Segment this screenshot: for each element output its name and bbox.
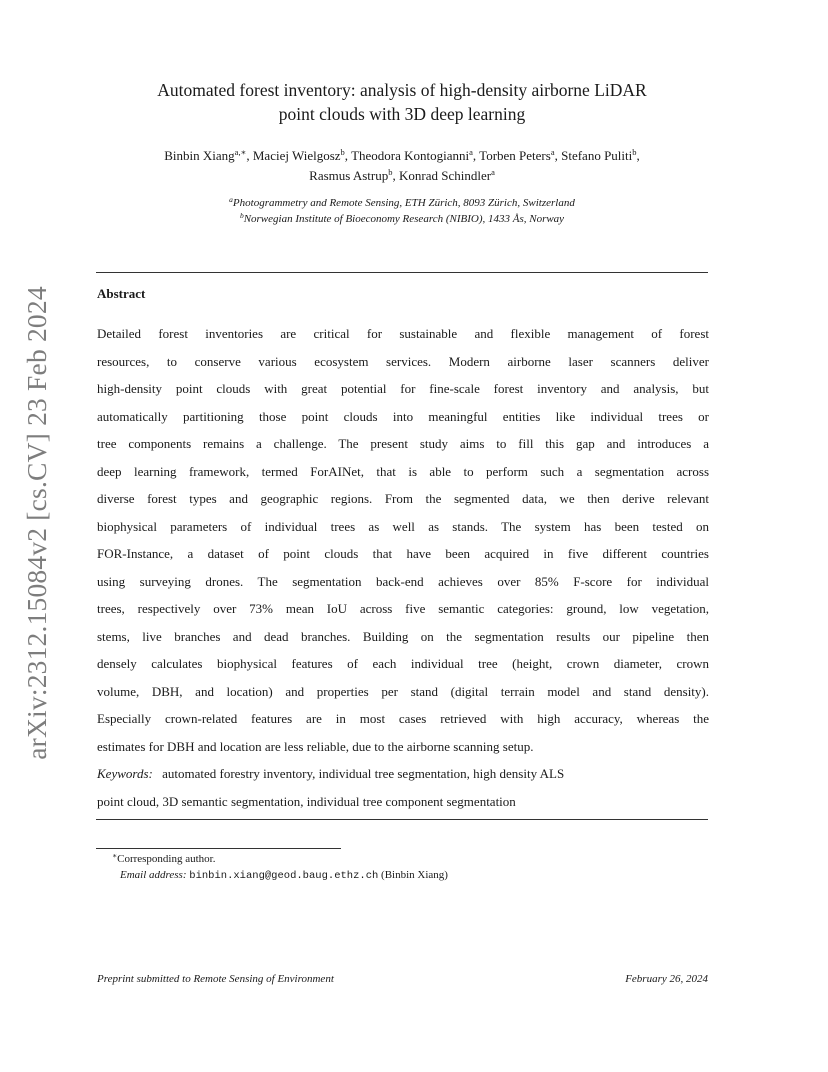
author-name: Theodora Kontogianni xyxy=(351,148,470,163)
author-name: Maciej Wielgosz xyxy=(252,148,341,163)
author-affil-mark: b xyxy=(340,147,345,157)
abstract-bottom-rule xyxy=(96,819,708,820)
abstract-line: diverse forest types and geographic regions. From the segmented data, we then derive relevant xyxy=(97,491,709,506)
footnote-mark: ∗ xyxy=(112,851,118,860)
keywords-line-1 xyxy=(97,760,709,788)
author-name: Konrad Schindler xyxy=(399,168,492,183)
abstract-line: resources, to conserve various ecosystem services. Modern airborne laser scanners deliver xyxy=(97,353,709,369)
author-list xyxy=(96,146,708,186)
author-affil-mark: b xyxy=(632,147,637,157)
abstract-line: high-density point clouds with great potential for fine-scale forest inventory and analysis, but xyxy=(97,381,709,396)
title-line-1: Automated forest inventory: analysis of high-density airborne LiDAR xyxy=(157,80,647,100)
author-name: Stefano Puliti xyxy=(561,148,633,163)
affiliations xyxy=(96,195,708,227)
abstract-line: Detailed forest inventories are critical for sustainable and flexible management of forest xyxy=(97,326,709,341)
author-affil-mark: b xyxy=(388,167,393,177)
keywords-label: Keywords: xyxy=(97,766,153,781)
arxiv-identifier-stamp xyxy=(20,287,54,759)
paper-title xyxy=(96,78,708,126)
footnote-corresponding xyxy=(112,851,448,867)
author-line-2: Rasmus Astrup$^b$, Konrad Schindler$^a$ xyxy=(309,167,495,183)
author-name: Rasmus Astrup xyxy=(309,168,389,183)
abstract-line: using surveying drones. The segmentation back-end achieves over 85% F-score for individual xyxy=(97,573,709,589)
abstract-body xyxy=(97,320,709,815)
abstract-line: trees, respectively over 73% mean IoU across five semantic categories: ground, low vegetation, xyxy=(97,601,709,616)
keywords-text: automated forestry inventory, individual tree segmentation, high density ALS xyxy=(162,766,565,781)
corresponding-author-text: Corresponding author. xyxy=(117,853,216,865)
abstract-line: biophysical parameters of individual trees as well as stands. The system has been tested on xyxy=(97,518,709,534)
footnote xyxy=(112,851,448,884)
footnote-rule xyxy=(96,848,341,849)
author-line-1: Binbin Xiang$^{a,∗}$, Maciej Wielgosz$^b$, Theodora Kontogianni$^a$, Torben Peters$^a$, Stefano Puliti$^b$, xyxy=(164,147,640,163)
email-owner: (Binbin Xiang) xyxy=(381,869,448,881)
arxiv-identifier: arXiv:2312.15084v2 [cs.CV] 23 Feb 2024 xyxy=(21,286,52,760)
author-affil-mark: a,∗ xyxy=(234,147,247,157)
abstract-line: densely calculates biophysical features of each individual tree (height, crown diameter, crown xyxy=(97,656,709,671)
title-line-2: point clouds with 3D deep learning xyxy=(278,104,526,124)
abstract-line: automatically partitioning those point clouds into meaningful entities like individual trees or xyxy=(97,408,709,424)
footer-date: February 26, 2024 xyxy=(625,973,708,985)
affiliation-text: Photogrammetry and Remote Sensing, ETH Zürich, 8093 Zürich, Switzerland xyxy=(232,197,575,209)
abstract-top-rule xyxy=(96,272,708,273)
abstract-heading: Abstract xyxy=(97,286,146,301)
author-affil-mark: a xyxy=(550,147,555,157)
abstract-line: FOR-Instance, a dataset of point clouds that have been acquired in five different countries xyxy=(97,546,709,561)
affiliation-mark: b xyxy=(239,211,244,220)
author-name: Torben Peters xyxy=(479,148,551,163)
affiliation-text: Norwegian Institute of Bioeconomy Research (NIBIO), 1433 Ås, Norway xyxy=(243,213,565,225)
abstract-line: tree components remains a challenge. The present study aims to fill this gap and introduces a xyxy=(97,436,709,451)
footnote-email xyxy=(112,867,448,884)
affiliation-mark: a xyxy=(229,195,233,204)
email-label: Email address: xyxy=(120,869,187,881)
author-affil-mark: a xyxy=(469,147,473,157)
abstract-line: estimates for DBH and location are less reliable, due to the airborne scanning setup. xyxy=(97,738,534,754)
affiliation-item xyxy=(96,211,708,227)
footer-journal-note: Preprint submitted to Remote Sensing of Environment xyxy=(97,973,334,985)
affiliation-item xyxy=(96,195,708,211)
abstract-line: volume, DBH, and location) and properties per stand (digital terrain model and stand density). xyxy=(97,683,709,699)
author-name: Binbin Xiang xyxy=(164,148,235,163)
abstract-line: deep learning framework, termed ForAINet, that is able to perform such a segmentation across xyxy=(97,463,709,479)
keywords-line-2: point cloud, 3D semantic segmentation, individual tree component segmentation xyxy=(97,793,516,809)
author-affil-mark: a xyxy=(491,167,495,177)
email-address-link[interactable]: binbin.xiang@geod.baug.ethz.ch xyxy=(189,870,379,882)
abstract-line: stems, live branches and dead branches. Building on the segmentation results our pipeline then xyxy=(97,628,709,644)
abstract-line: Especially crown-related features are in most cases retrieved with high accuracy, whereas the xyxy=(97,711,709,726)
